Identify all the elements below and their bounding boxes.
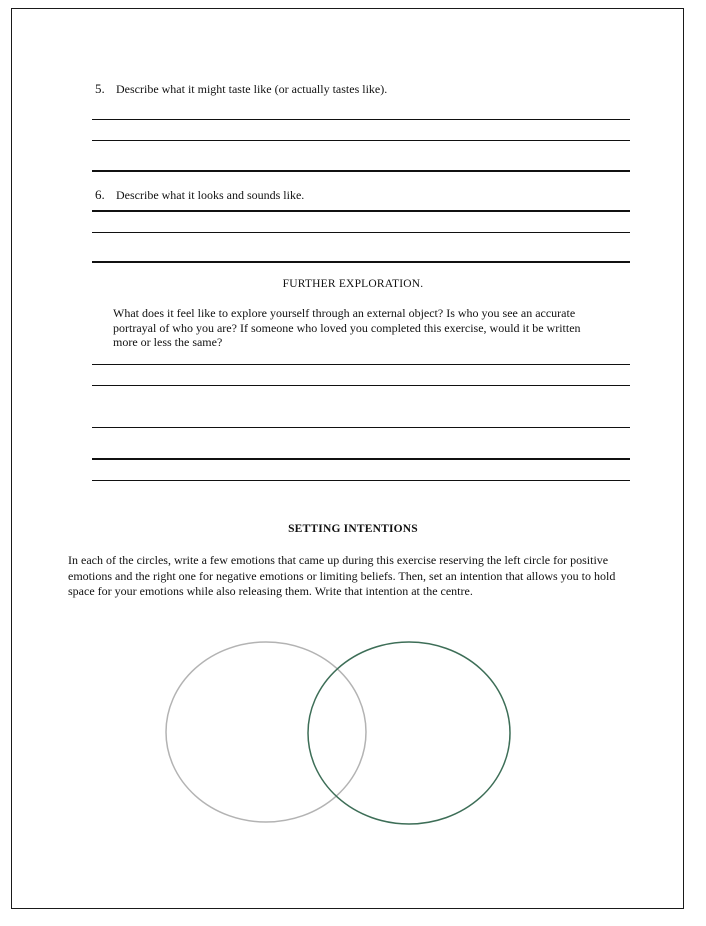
setting-intentions-heading: SETTING INTENTIONS: [288, 523, 418, 535]
answer-line[interactable]: [92, 458, 630, 460]
answer-line[interactable]: [92, 261, 630, 263]
answer-line[interactable]: [92, 364, 630, 365]
answer-line[interactable]: [92, 170, 630, 172]
question-6: [95, 187, 304, 203]
question-5-text: Describe what it might taste like (or actually tastes like).: [116, 82, 388, 96]
answer-line[interactable]: [92, 427, 630, 428]
answer-line[interactable]: [92, 480, 630, 481]
answer-line[interactable]: [92, 385, 630, 386]
question-6-number: 6.: [95, 187, 105, 202]
question-5-number: 5.: [95, 81, 105, 96]
further-exploration-prompt: What does it feel like to explore yourself through an external object? Is who you see an accurate portrayal of who you are? If someone who loved you completed this exercise, would it be written more or less the same?: [113, 306, 581, 350]
setting-intentions-instructions: In each of the circles, write a few emotions that came up during this exercise reserving the left circle for positive emotions and the right one for negative emotions or limiting beliefs. Then, set an intention that allows you to hold space for your emotions while also releasing them. Write that intention at the centre.: [68, 553, 616, 598]
venn-diagram[interactable]: [150, 630, 530, 862]
answer-line[interactable]: [92, 140, 630, 141]
answer-line[interactable]: [92, 119, 630, 120]
question-6-text: Describe what it looks and sounds like.: [116, 188, 305, 202]
further-exploration-heading: FURTHER EXPLORATION.: [282, 278, 424, 290]
answer-line[interactable]: [92, 232, 630, 233]
answer-line[interactable]: [92, 210, 630, 212]
question-5: [95, 81, 387, 97]
